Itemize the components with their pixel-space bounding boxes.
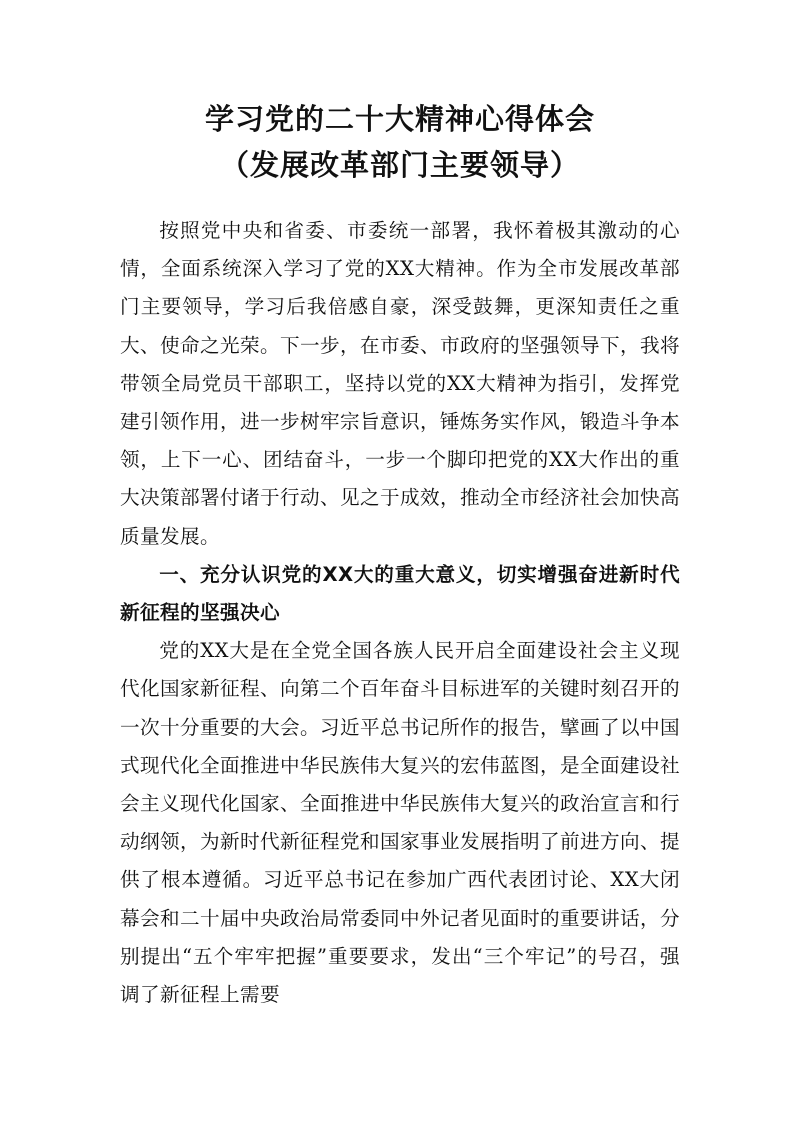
document-title: [0, 96, 800, 188]
title-line-1: 学习党的二十大精神心得体会: [204, 102, 595, 136]
intro-paragraph: 按照党中央和省委、市委统一部署，我怀着极其激动的心情，全面系统深入学习了党的XX大精神。作为全市发展改革部门主要领导，学习后我倍感自豪，深受鼓舞，更深知责任之重大、使命之光荣。下一步，在市委、市政府的坚强领导下，我将带领全局党员干部职工，坚持以党的XX大精神为指引，发挥党建引领作用，进一步树牢宗旨意识，锤炼务实作风，锻造斗争本领，上下一心、团结奋斗，一步一个脚印把党的XX大作出的重大决策部署付诸于行动、见之于成效，推动全市经济社会加快高质量发展。: [120, 219, 680, 548]
section-paragraph: 党的XX大是在全党全国各族人民开启全面建设社会主义现代化国家新征程、向第二个百年奋斗目标进军的关键时刻召开的一次十分重要的大会。习近平总书记所作的报告，擘画了以中国式现代化全面推进中华民族伟大复兴的宏伟蓝图，是全面建设社会主义现代化国家、全面推进中华民族伟大复兴的政治宣言和行动纲领，为新时代新征程党和国家事业发展指明了前进方向、提供了根本遵循。习近平总书记在参加广西代表团讨论、XX大闭幕会和二十届中央政治局常委同中外记者见面时的重要讲话，分别提出“五个牢牢把握”重要要求，发出“三个牢记”的号召，强调了新征程上需要: [120, 639, 680, 1007]
section-heading: 一、充分认识党的XX大的重大意义，切实增强奋进新时代新征程的坚强决心: [120, 562, 680, 625]
document-body: [120, 212, 680, 1014]
title-line-2: （发展改革部门主要领导）: [219, 148, 580, 182]
